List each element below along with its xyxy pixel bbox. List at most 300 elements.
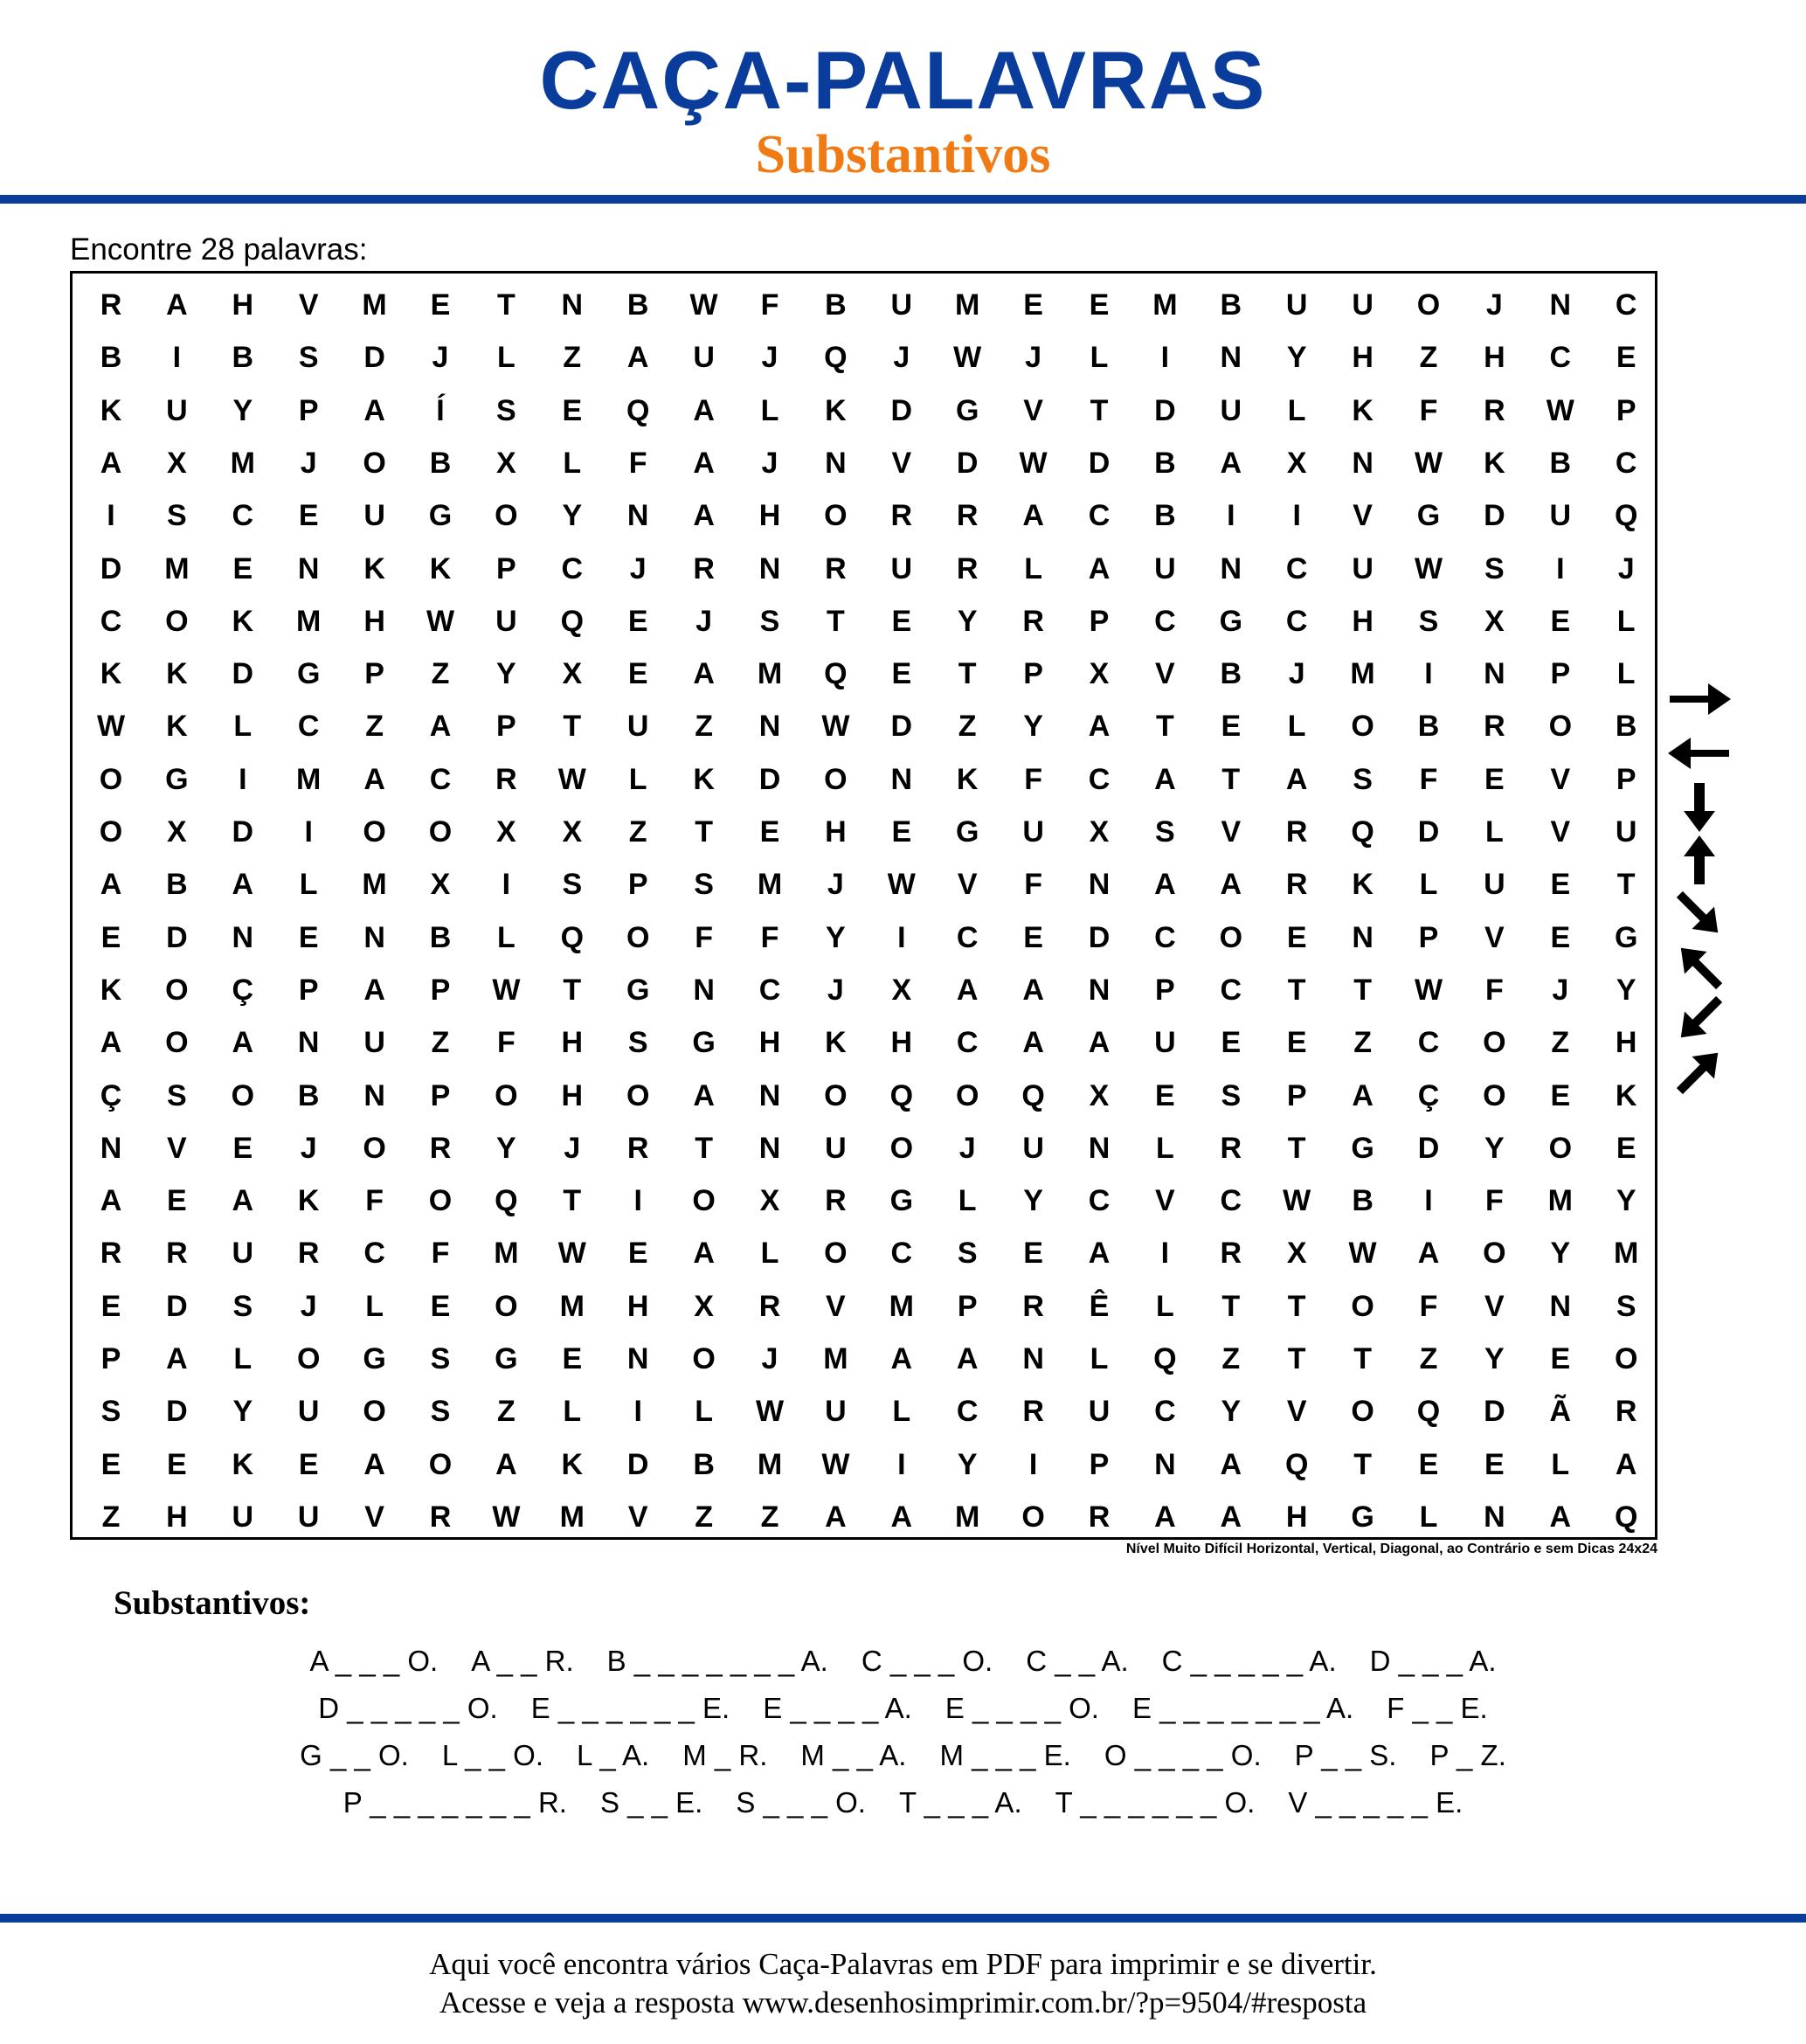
grid-cell[interactable]: U [297, 1500, 320, 1534]
grid-cell[interactable]: C [1154, 920, 1176, 954]
grid-cell[interactable]: T [1287, 1289, 1306, 1323]
grid-cell[interactable]: A [693, 1078, 715, 1112]
grid-cell[interactable]: P [1616, 393, 1636, 427]
grid-cell[interactable]: W [689, 288, 718, 322]
grid-cell[interactable]: X [167, 446, 187, 480]
grid-cell[interactable]: L [497, 920, 516, 954]
grid-cell[interactable]: E [1616, 341, 1636, 375]
grid-cell[interactable]: C [1154, 604, 1176, 638]
grid-cell[interactable]: K [561, 1447, 584, 1481]
grid-cell[interactable]: Z [431, 657, 450, 691]
grid-cell[interactable]: K [100, 973, 122, 1007]
grid-cell[interactable]: Y [1023, 710, 1043, 744]
grid-cell[interactable]: F [1024, 762, 1042, 796]
grid-cell[interactable]: A [1615, 1447, 1637, 1481]
grid-cell[interactable]: N [297, 551, 320, 585]
grid-cell[interactable]: P [430, 1078, 451, 1112]
grid-cell[interactable]: D [1484, 1395, 1505, 1429]
grid-cell[interactable]: M [164, 551, 190, 585]
grid-cell[interactable]: D [166, 1289, 188, 1323]
grid-cell[interactable]: A [100, 868, 122, 902]
grid-cell[interactable]: G [1219, 604, 1243, 638]
grid-cell[interactable]: O [363, 1131, 386, 1165]
grid-cell[interactable]: A [693, 499, 715, 533]
grid-cell[interactable]: C [363, 1237, 385, 1271]
grid-cell[interactable]: O [165, 1026, 189, 1060]
grid-cell[interactable]: T [563, 710, 582, 744]
grid-cell[interactable]: P [430, 973, 451, 1007]
grid-cell[interactable]: U [363, 1026, 385, 1060]
grid-cell[interactable]: V [1221, 815, 1242, 849]
grid-cell[interactable]: P [364, 657, 384, 691]
grid-cell[interactable]: H [1615, 1026, 1637, 1060]
grid-cell[interactable]: A [825, 1500, 847, 1534]
grid-cell[interactable]: N [1088, 973, 1111, 1007]
grid-cell[interactable]: B [626, 288, 649, 322]
grid-cell[interactable]: B [693, 1447, 715, 1481]
grid-cell[interactable]: T [1221, 1289, 1241, 1323]
grid-cell[interactable]: R [166, 1237, 188, 1271]
grid-cell[interactable]: P [298, 393, 319, 427]
grid-cell[interactable]: F [1419, 1289, 1438, 1323]
grid-cell[interactable]: I [1424, 1184, 1433, 1218]
grid-cell[interactable]: A [1352, 1078, 1374, 1112]
grid-cell[interactable]: X [430, 868, 451, 902]
grid-cell[interactable]: U [1285, 288, 1308, 322]
grid-cell[interactable]: S [167, 499, 187, 533]
grid-cell[interactable]: U [1484, 868, 1505, 902]
grid-cell[interactable]: C [100, 604, 122, 638]
grid-cell[interactable]: W [492, 973, 521, 1007]
grid-cell[interactable]: J [300, 446, 317, 480]
grid-cell[interactable]: L [1419, 868, 1438, 902]
grid-cell[interactable]: E [1221, 1026, 1242, 1060]
grid-cell[interactable]: C [956, 1395, 979, 1429]
grid-cell[interactable]: C [1088, 762, 1111, 796]
grid-cell[interactable]: W [1348, 1237, 1377, 1271]
grid-cell[interactable]: E [1023, 920, 1043, 954]
grid-cell[interactable]: O [495, 1078, 518, 1112]
grid-cell[interactable]: X [562, 815, 583, 849]
grid-cell[interactable]: E [1286, 1026, 1307, 1060]
grid-cell[interactable]: A [626, 341, 649, 375]
grid-cell[interactable]: E [1550, 1342, 1571, 1375]
grid-cell[interactable]: S [1418, 604, 1439, 638]
grid-cell[interactable]: E [891, 657, 912, 691]
grid-cell[interactable]: X [694, 1289, 714, 1323]
grid-cell[interactable]: U [1352, 288, 1374, 322]
grid-cell[interactable]: J [300, 1131, 317, 1165]
grid-cell[interactable]: S [1484, 551, 1505, 585]
grid-cell[interactable]: I [1556, 551, 1565, 585]
grid-cell[interactable]: A [429, 710, 452, 744]
grid-cell[interactable]: I [897, 920, 906, 954]
grid-cell[interactable]: O [955, 1078, 979, 1112]
grid-cell[interactable]: S [627, 1026, 648, 1060]
grid-cell[interactable]: R [1285, 815, 1308, 849]
grid-cell[interactable]: C [1154, 1395, 1176, 1429]
grid-cell[interactable]: A [693, 446, 715, 480]
grid-cell[interactable]: G [955, 393, 979, 427]
grid-cell[interactable]: Ã [1549, 1395, 1572, 1429]
grid-cell[interactable]: G [165, 762, 189, 796]
grid-cell[interactable]: D [758, 762, 781, 796]
grid-cell[interactable]: T [1353, 973, 1372, 1007]
grid-cell[interactable]: R [956, 499, 979, 533]
grid-cell[interactable]: O [1483, 1026, 1506, 1060]
grid-cell[interactable]: A [1088, 551, 1111, 585]
grid-cell[interactable]: P [1418, 920, 1439, 954]
grid-cell[interactable]: Y [1484, 1131, 1505, 1165]
grid-cell[interactable]: W [1414, 446, 1443, 480]
grid-cell[interactable]: N [825, 446, 847, 480]
grid-cell[interactable]: V [1286, 1395, 1307, 1429]
grid-cell[interactable]: Y [1484, 1342, 1505, 1375]
grid-cell[interactable]: Q [1416, 1395, 1441, 1429]
grid-cell[interactable]: O [1021, 1500, 1045, 1534]
grid-cell[interactable]: P [1089, 1447, 1110, 1481]
grid-cell[interactable]: R [429, 1500, 452, 1534]
grid-cell[interactable]: J [1617, 551, 1635, 585]
grid-cell[interactable]: Y [826, 920, 846, 954]
grid-cell[interactable]: L [299, 868, 318, 902]
grid-cell[interactable]: C [1615, 288, 1637, 322]
grid-cell[interactable]: Y [232, 1395, 253, 1429]
grid-cell[interactable]: E [1484, 1447, 1505, 1481]
grid-cell[interactable]: J [761, 341, 778, 375]
grid-cell[interactable]: I [502, 868, 511, 902]
grid-cell[interactable]: S [759, 604, 780, 638]
grid-cell[interactable]: N [758, 710, 781, 744]
grid-cell[interactable]: U [495, 604, 517, 638]
grid-cell[interactable]: T [1616, 868, 1636, 902]
grid-cell[interactable]: E [1616, 1131, 1636, 1165]
grid-cell[interactable]: T [563, 973, 582, 1007]
grid-cell[interactable]: N [1352, 446, 1374, 480]
grid-cell[interactable]: U [626, 710, 649, 744]
grid-cell[interactable]: R [1285, 868, 1308, 902]
grid-cell[interactable]: Y [496, 1131, 516, 1165]
grid-cell[interactable]: O [1351, 1289, 1374, 1323]
grid-cell[interactable]: Q [560, 920, 585, 954]
grid-cell[interactable]: H [1484, 341, 1505, 375]
grid-cell[interactable]: B [1352, 1184, 1374, 1218]
grid-cell[interactable]: P [1089, 604, 1110, 638]
grid-cell[interactable]: M [1547, 1184, 1573, 1218]
grid-cell[interactable]: D [1484, 499, 1505, 533]
grid-cell[interactable]: U [1615, 815, 1637, 849]
grid-cell[interactable]: J [432, 341, 449, 375]
grid-cell[interactable]: V [1484, 1289, 1505, 1323]
grid-cell[interactable]: E [1550, 604, 1571, 638]
grid-cell[interactable]: A [1154, 1500, 1176, 1534]
grid-cell[interactable]: D [232, 815, 254, 849]
grid-cell[interactable]: E [100, 1447, 121, 1481]
grid-cell[interactable]: L [1090, 1342, 1109, 1375]
grid-cell[interactable]: F [1419, 762, 1438, 796]
grid-cell[interactable]: L [695, 1395, 713, 1429]
grid-cell[interactable]: W [821, 710, 850, 744]
grid-cell[interactable]: U [1022, 1131, 1044, 1165]
grid-cell[interactable]: W [755, 1395, 785, 1429]
grid-cell[interactable]: E [298, 1447, 319, 1481]
grid-cell[interactable]: W [426, 604, 455, 638]
grid-cell[interactable]: K [100, 657, 122, 691]
grid-cell[interactable]: W [557, 762, 586, 796]
grid-cell[interactable]: E [1155, 1078, 1175, 1112]
grid-cell[interactable]: P [1286, 1078, 1307, 1112]
grid-cell[interactable]: Y [957, 1447, 978, 1481]
grid-cell[interactable]: A [363, 393, 385, 427]
grid-cell[interactable]: O [1219, 920, 1243, 954]
grid-cell[interactable]: N [890, 762, 913, 796]
grid-cell[interactable]: E [759, 815, 780, 849]
grid-cell[interactable]: Q [824, 341, 848, 375]
grid-cell[interactable]: I [1028, 1447, 1038, 1481]
grid-cell[interactable]: W [821, 1447, 850, 1481]
grid-cell[interactable]: O [428, 1447, 453, 1481]
grid-cell[interactable]: Y [1286, 341, 1307, 375]
grid-cell[interactable]: F [628, 446, 647, 480]
grid-cell[interactable]: V [298, 288, 319, 322]
grid-cell[interactable]: J [761, 1342, 778, 1375]
grid-cell[interactable]: M [1152, 288, 1178, 322]
grid-cell[interactable]: U [1220, 393, 1242, 427]
grid-cell[interactable]: C [297, 710, 320, 744]
grid-cell[interactable]: T [1287, 1342, 1306, 1375]
grid-cell[interactable]: L [1287, 393, 1306, 427]
grid-cell[interactable]: A [1220, 868, 1242, 902]
grid-cell[interactable]: O [363, 446, 386, 480]
grid-cell[interactable]: K [693, 762, 715, 796]
grid-cell[interactable]: O [428, 1184, 453, 1218]
grid-cell[interactable]: N [1220, 551, 1242, 585]
grid-cell[interactable]: D [890, 393, 913, 427]
grid-cell[interactable]: A [1154, 762, 1176, 796]
grid-cell[interactable]: Y [957, 604, 978, 638]
grid-cell[interactable]: R [825, 1184, 847, 1218]
grid-cell[interactable]: A [956, 1342, 979, 1375]
grid-cell[interactable]: E [627, 657, 648, 691]
grid-cell[interactable]: K [100, 393, 122, 427]
grid-cell[interactable]: Q [626, 393, 650, 427]
grid-cell[interactable]: S [232, 1289, 253, 1323]
grid-cell[interactable]: E [100, 920, 121, 954]
grid-cell[interactable]: Z [695, 710, 713, 744]
grid-cell[interactable]: S [1155, 815, 1175, 849]
grid-cell[interactable]: A [363, 1447, 385, 1481]
grid-cell[interactable]: P [1155, 973, 1175, 1007]
grid-cell[interactable]: L [1156, 1289, 1174, 1323]
grid-cell[interactable]: L [760, 393, 779, 427]
grid-cell[interactable]: N [1088, 1131, 1111, 1165]
grid-cell[interactable]: G [495, 1342, 518, 1375]
grid-cell[interactable]: T [695, 815, 713, 849]
grid-cell[interactable]: X [1286, 446, 1307, 480]
grid-cell[interactable]: E [167, 1184, 187, 1218]
grid-cell[interactable]: C [1285, 604, 1308, 638]
grid-cell[interactable]: V [1155, 657, 1175, 691]
grid-cell[interactable]: M [296, 604, 322, 638]
grid-cell[interactable]: O [1548, 710, 1573, 744]
grid-cell[interactable]: U [232, 1237, 254, 1271]
grid-cell[interactable]: L [1090, 341, 1109, 375]
grid-cell[interactable]: I [1160, 341, 1170, 375]
grid-cell[interactable]: A [1154, 868, 1176, 902]
grid-cell[interactable]: O [1351, 710, 1374, 744]
grid-cell[interactable]: U [363, 499, 385, 533]
grid-cell[interactable]: D [166, 1395, 188, 1429]
grid-cell[interactable]: B [100, 341, 122, 375]
grid-cell[interactable]: Q [1614, 499, 1638, 533]
grid-cell[interactable]: M [494, 1237, 519, 1271]
grid-cell[interactable]: O [428, 815, 453, 849]
grid-cell[interactable]: D [100, 551, 122, 585]
grid-cell[interactable]: E [1023, 1237, 1043, 1271]
grid-cell[interactable]: E [562, 1342, 583, 1375]
grid-cell[interactable]: D [1417, 1131, 1440, 1165]
grid-cell[interactable]: S [957, 1237, 978, 1271]
grid-cell[interactable]: W [492, 1500, 521, 1534]
grid-cell[interactable]: V [167, 1131, 187, 1165]
grid-cell[interactable]: E [298, 920, 319, 954]
grid-cell[interactable]: J [1288, 657, 1305, 691]
grid-cell[interactable]: R [1022, 1289, 1044, 1323]
grid-cell[interactable]: X [891, 973, 912, 1007]
grid-cell[interactable]: H [166, 1500, 188, 1534]
grid-cell[interactable]: Y [1550, 1237, 1571, 1271]
grid-cell[interactable]: R [758, 1289, 781, 1323]
grid-cell[interactable]: V [1550, 762, 1571, 796]
grid-cell[interactable]: U [825, 1395, 847, 1429]
grid-cell[interactable]: P [100, 1342, 121, 1375]
grid-cell[interactable]: D [1088, 446, 1111, 480]
grid-cell[interactable]: B [166, 868, 188, 902]
grid-cell[interactable]: L [1156, 1131, 1174, 1165]
grid-cell[interactable]: A [232, 1026, 254, 1060]
grid-cell[interactable]: X [1089, 815, 1110, 849]
grid-cell[interactable]: N [1484, 657, 1505, 691]
grid-cell[interactable]: H [626, 1289, 649, 1323]
grid-cell[interactable]: M [559, 1289, 585, 1323]
grid-cell[interactable]: P [298, 973, 319, 1007]
grid-cell[interactable]: J [695, 604, 713, 638]
grid-cell[interactable]: L [497, 341, 516, 375]
grid-cell[interactable]: H [232, 288, 254, 322]
grid-cell[interactable]: A [363, 973, 385, 1007]
grid-cell[interactable]: T [497, 288, 516, 322]
grid-cell[interactable]: A [1088, 1026, 1111, 1060]
grid-cell[interactable]: A [1417, 1237, 1440, 1271]
grid-cell[interactable]: Z [1221, 1342, 1241, 1375]
grid-cell[interactable]: E [891, 604, 912, 638]
grid-cell[interactable]: G [1351, 1500, 1374, 1534]
grid-cell[interactable]: X [1089, 1078, 1110, 1112]
grid-cell[interactable]: S [694, 868, 714, 902]
grid-cell[interactable]: B [429, 446, 452, 480]
grid-cell[interactable]: G [363, 1342, 386, 1375]
grid-cell[interactable]: E [1089, 288, 1110, 322]
grid-cell[interactable]: D [1088, 920, 1111, 954]
grid-cell[interactable]: R [1220, 1131, 1242, 1165]
grid-cell[interactable]: J [827, 868, 844, 902]
grid-cell[interactable]: X [759, 1184, 780, 1218]
grid-cell[interactable]: N [1220, 341, 1242, 375]
grid-cell[interactable]: O [626, 920, 650, 954]
grid-cell[interactable]: G [889, 1184, 914, 1218]
grid-cell[interactable]: X [496, 815, 516, 849]
grid-cell[interactable]: E [562, 393, 583, 427]
grid-cell[interactable]: Y [562, 499, 583, 533]
grid-cell[interactable]: R [1022, 1395, 1044, 1429]
grid-cell[interactable]: N [758, 1078, 781, 1112]
grid-cell[interactable]: X [167, 815, 187, 849]
grid-cell[interactable]: K [166, 710, 188, 744]
grid-cell[interactable]: W [96, 710, 126, 744]
grid-cell[interactable]: A [1022, 973, 1044, 1007]
grid-cell[interactable]: N [1549, 1289, 1572, 1323]
grid-cell[interactable]: R [1022, 604, 1044, 638]
grid-cell[interactable]: S [562, 868, 583, 902]
grid-cell[interactable]: J [761, 446, 778, 480]
grid-cell[interactable]: I [172, 341, 182, 375]
grid-cell[interactable]: M [362, 868, 387, 902]
grid-cell[interactable]: S [430, 1342, 451, 1375]
grid-cell[interactable]: B [1154, 499, 1176, 533]
grid-cell[interactable]: F [1024, 868, 1042, 902]
grid-cell[interactable]: V [826, 1289, 846, 1323]
grid-cell[interactable]: K [825, 393, 847, 427]
grid-cell[interactable]: K [429, 551, 452, 585]
grid-cell[interactable]: N [363, 1078, 385, 1112]
grid-cell[interactable]: A [1022, 499, 1044, 533]
grid-cell[interactable]: Z [431, 1026, 450, 1060]
grid-cell[interactable]: J [893, 341, 910, 375]
grid-cell[interactable]: W [953, 341, 982, 375]
grid-cell[interactable]: T [1287, 973, 1306, 1007]
grid-cell[interactable]: R [1484, 393, 1505, 427]
grid-cell[interactable]: N [1154, 1447, 1176, 1481]
grid-cell[interactable]: W [1414, 973, 1443, 1007]
grid-cell[interactable]: Q [1153, 1342, 1177, 1375]
grid-cell[interactable]: R [825, 551, 847, 585]
grid-cell[interactable]: R [100, 1237, 122, 1271]
grid-cell[interactable]: R [1615, 1395, 1637, 1429]
grid-cell[interactable]: Z [1419, 1342, 1438, 1375]
grid-cell[interactable]: L [365, 1289, 384, 1323]
grid-cell[interactable]: Z [695, 1500, 713, 1534]
grid-cell[interactable]: T [1287, 1131, 1306, 1165]
grid-cell[interactable]: H [1352, 341, 1374, 375]
grid-cell[interactable]: X [1089, 657, 1110, 691]
grid-cell[interactable]: J [300, 1289, 317, 1323]
grid-cell[interactable]: V [1550, 815, 1571, 849]
grid-cell[interactable]: O [165, 604, 189, 638]
grid-cell[interactable]: F [760, 288, 779, 322]
grid-cell[interactable]: S [100, 1395, 121, 1429]
grid-cell[interactable]: A [1088, 1237, 1111, 1271]
grid-cell[interactable]: Z [101, 1500, 121, 1534]
grid-cell[interactable]: Z [958, 710, 977, 744]
grid-cell[interactable]: N [626, 499, 649, 533]
grid-cell[interactable]: K [1352, 393, 1374, 427]
grid-cell[interactable]: A [1285, 762, 1308, 796]
grid-cell[interactable]: L [760, 1237, 779, 1271]
grid-cell[interactable]: V [1155, 1184, 1175, 1218]
grid-cell[interactable]: X [1484, 604, 1505, 638]
grid-cell[interactable]: A [1220, 1500, 1242, 1534]
grid-cell[interactable]: Y [1616, 1184, 1636, 1218]
